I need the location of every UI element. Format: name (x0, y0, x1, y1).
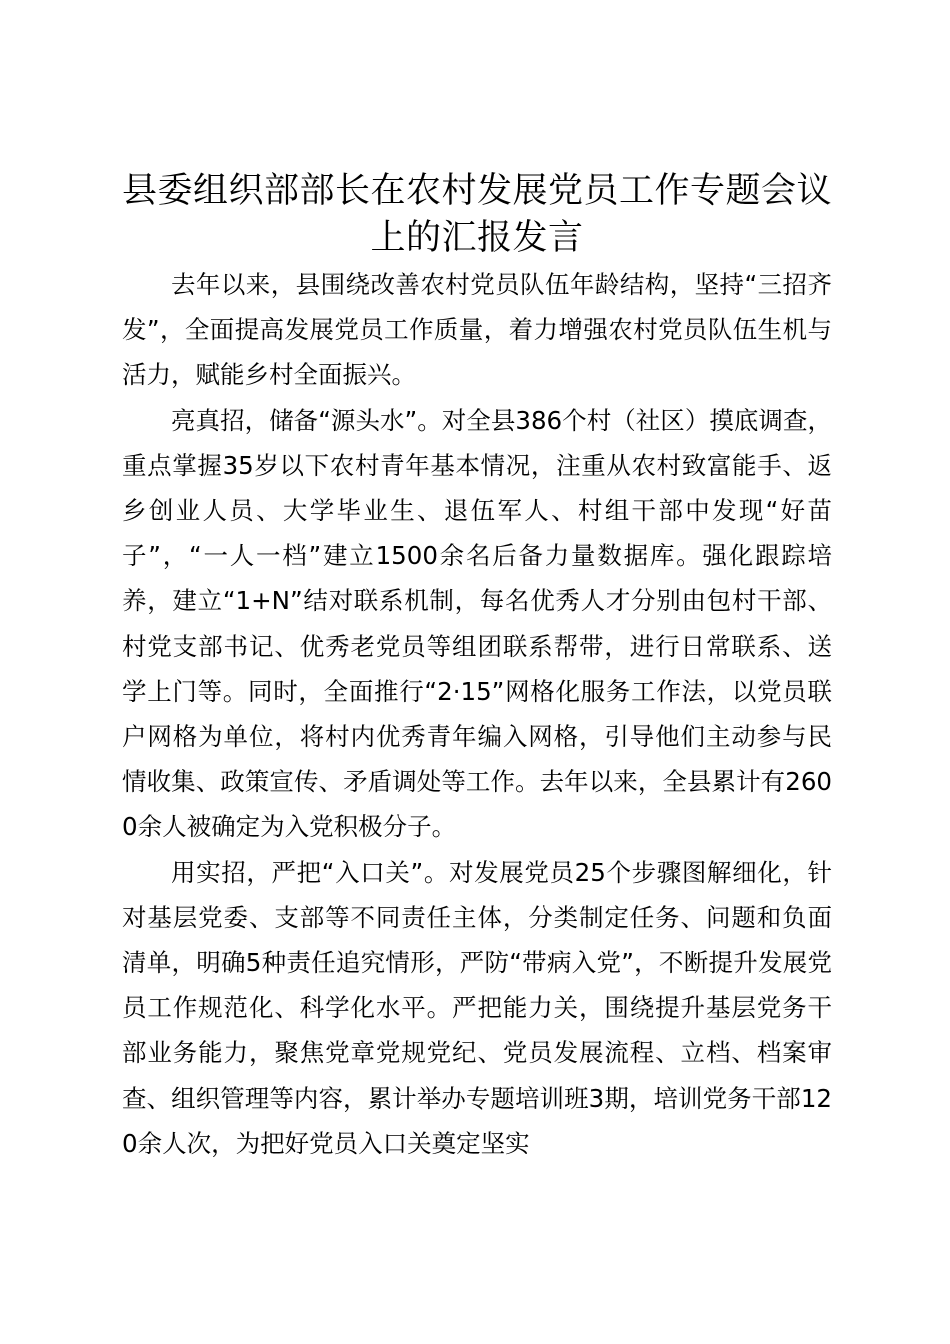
document-page (122, 168, 832, 1166)
paragraph-entry-control: 用实招，严把“入口关”。对发展党员25个步骤图解细化，针对基层党委、支部等不同责任主体，分类制定任务、问题和负面清单，明确5种责任追究情形，严防“带病入党”，不断提升发展党员工作规范化、科学化水平。严把能力关，围绕提升基层党务干部业务能力，聚焦党章党规党纪、党员发展流程、立档、档案审查、组织管理等内容，累计举办专题培训班3期，培训党务干部120余人次，为把好党员入口关奠定坚实 (122, 857, 832, 1158)
title-line-2: 上的汇报发言 (370, 218, 584, 258)
paragraph-intro: 去年以来，县围绕改善农村党员队伍年龄结构，坚持“三招齐发”，全面提高发展党员工作质量，着力增强农村党员队伍生机与活力，赋能乡村全面振兴。 (122, 270, 832, 390)
title-line-1: 县委组织部部长在农村发展党员工作专题会议 (122, 171, 833, 211)
paragraph-reserve: 亮真招，储备“源头水”。对全县386个村（社区）摸底调查，重点掌握35岁以下农村青年基本情况，注重从农村致富能手、返乡创业人员、大学毕业生、退伍军人、村组干部中发现“好苗子”，“一人一档”建立1500余名后备力量数据库。强化跟踪培养，建立“1+N”结对联系机制，每名优秀人才分别由包村干部、村党支部书记、优秀老党员等组团联系帮带，进行日常联系、送学上门等。同时，全面推行“2·15”网格化服务工作法，以党员联户网格为单位，将村内优秀青年编入网格，引导他们主动参与民情收集、政策宣传、矛盾调处等工作。去年以来，全县累计有2600余人被确定为入党积极分子。 (122, 405, 832, 842)
document-title (122, 168, 832, 262)
